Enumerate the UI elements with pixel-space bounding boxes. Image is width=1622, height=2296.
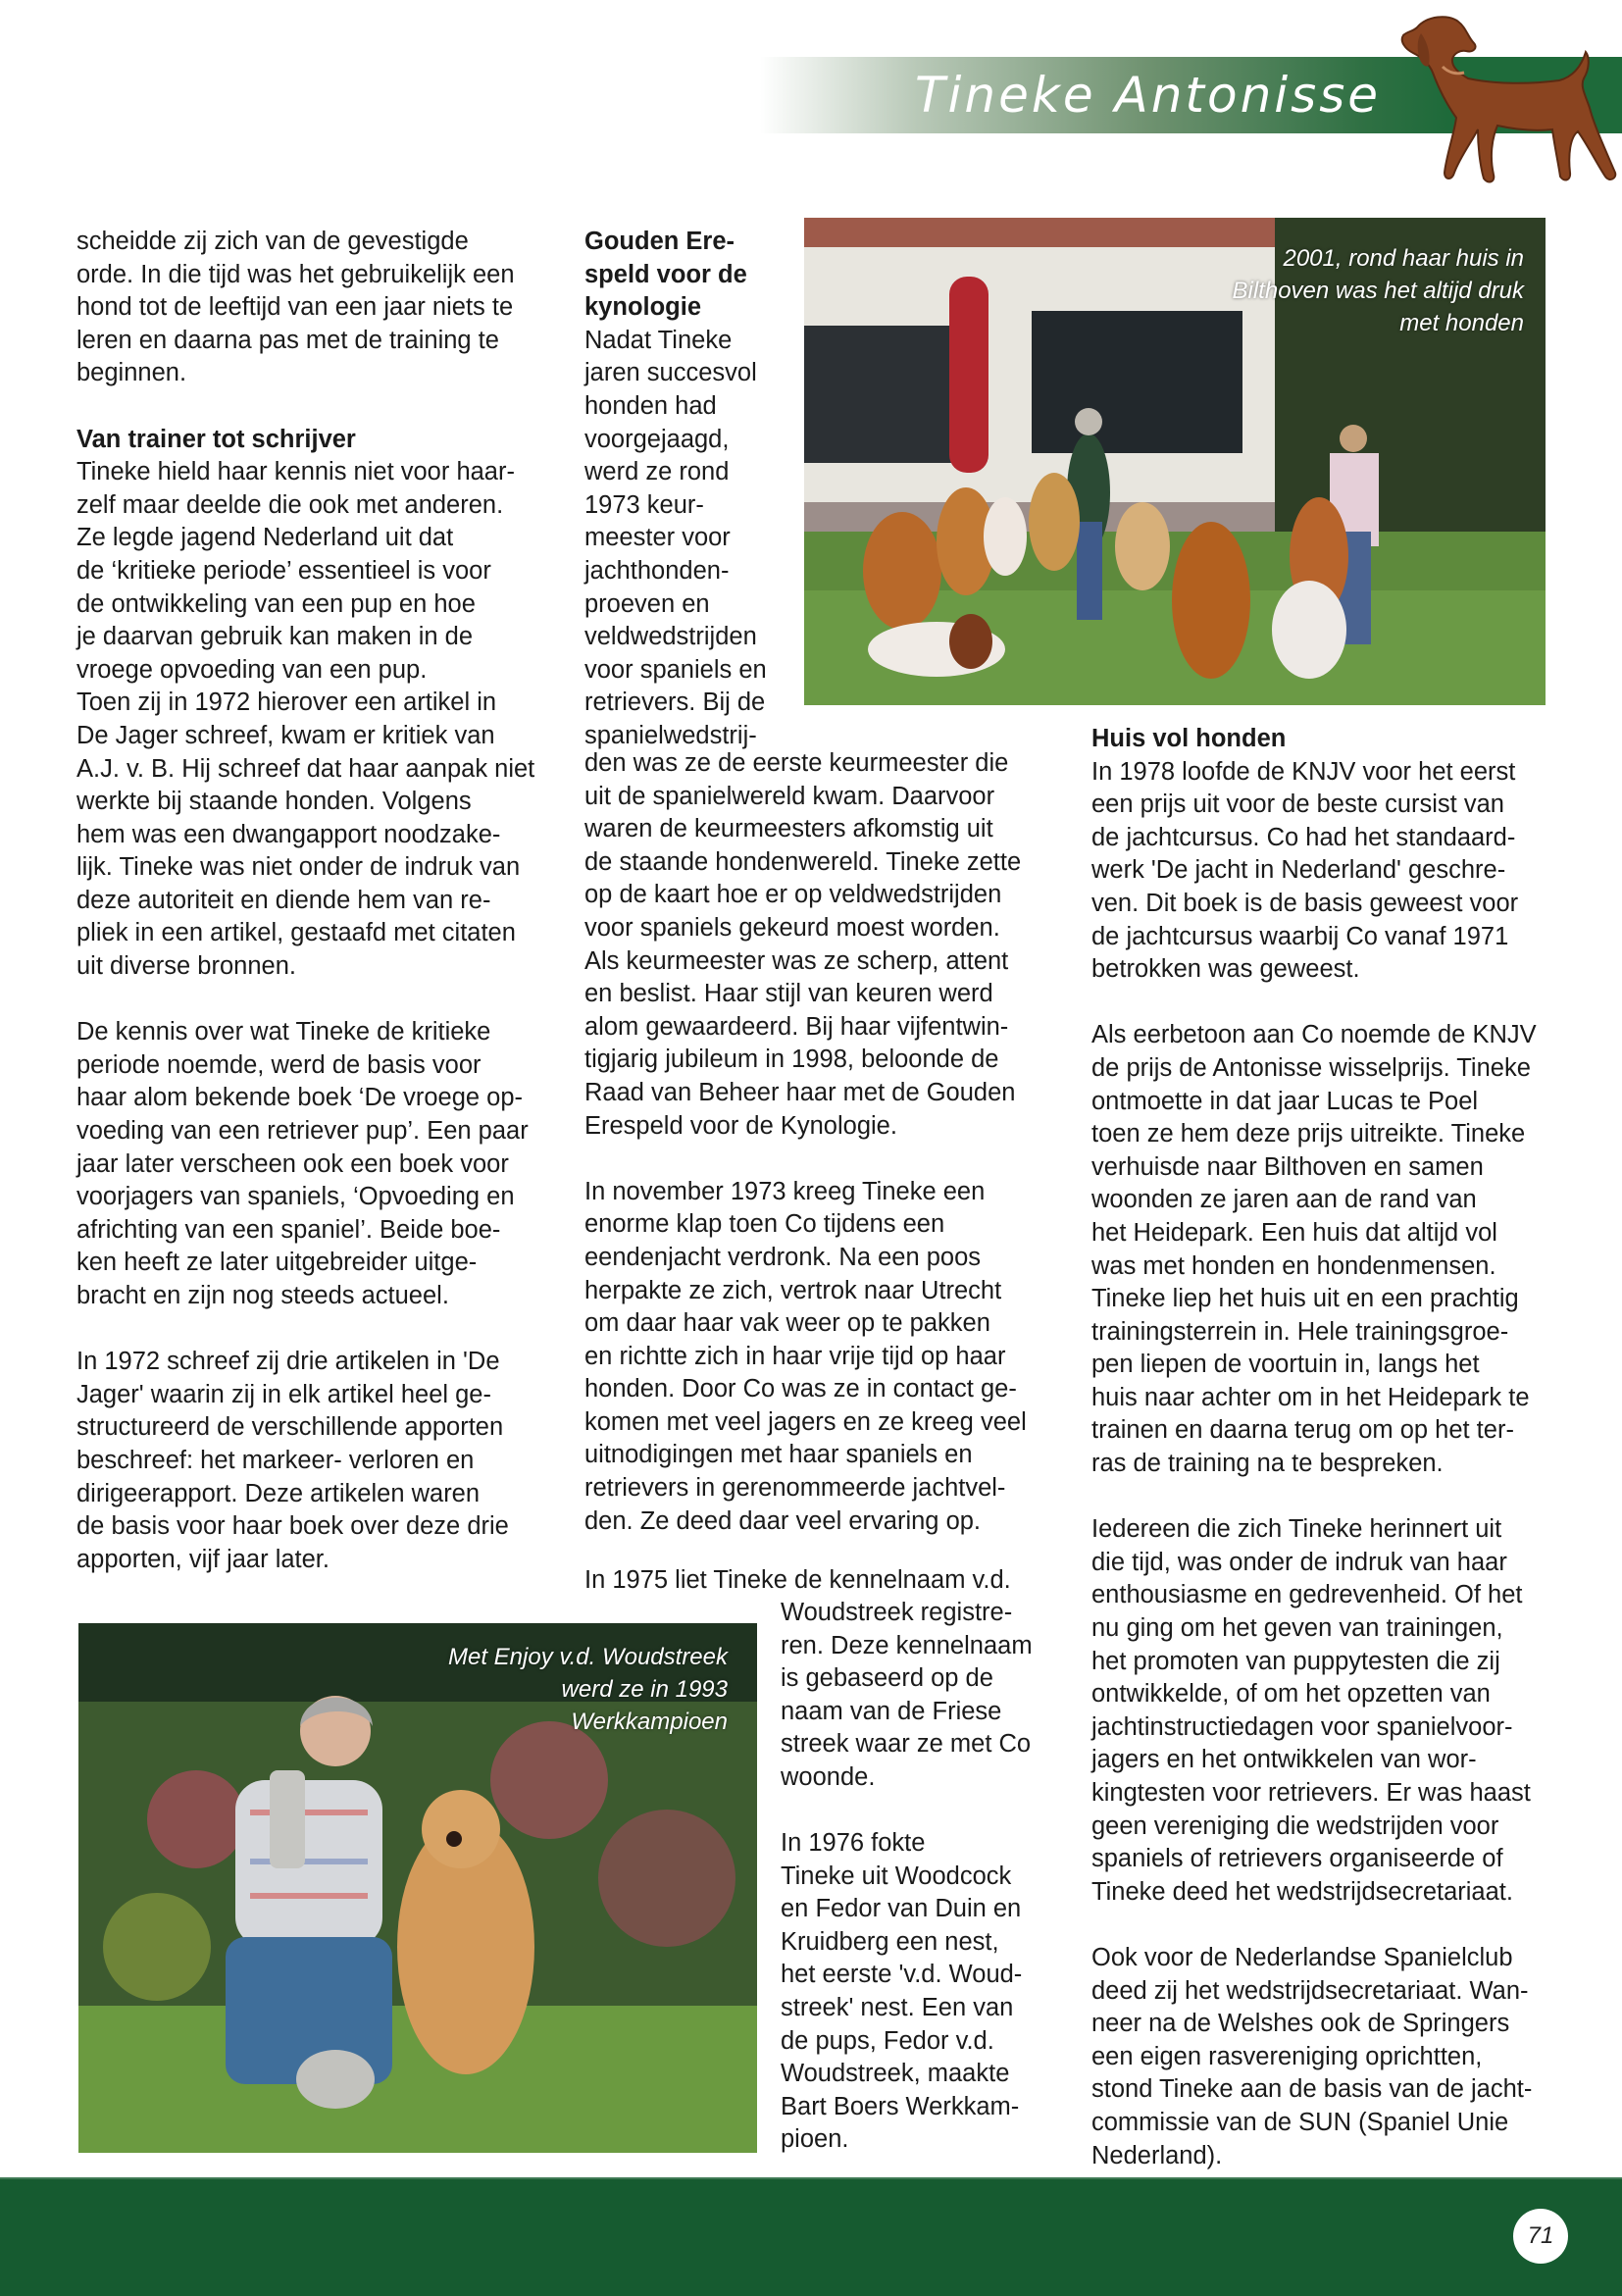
paragraph: Tineke hield haar kennis niet voor haar- zelf maar deelde die ook met anderen. Ze legde jagend Nederland uit dat de ‘kritieke periode’ essentieel is voor de ontwikkeling van een pup en hoe je daarvan gebruik kan maken in de vroege opvoeding van een pup. Toen zij in 1972 hierover een artikel in De Jager schreef, kwam er kritiek van A.J. v. B. Hij schreef dat haar aanpak niet werkte bij staande honden. Volgens hem was een dwangapport noodzake- lijk. Tineke was niet onder de indruk van deze autoriteit en diende hem van re- pliek in een artikel, gestaafd met citaten uit diverse bronnen. bbox=[76, 458, 535, 981]
section-heading-gouden-erespeld: Gouden Ere- speld voor de kynologie bbox=[584, 228, 747, 322]
column-2-wide bbox=[584, 747, 1055, 1538]
intro-paragraph: scheidde zij zich van de gevestigde orde. In die tijd was het gebruikelijk een hond tot de leeftijd van een jaar niets te leren en daarna pas met de training te beginnen. bbox=[76, 228, 515, 387]
pointer-dog-icon bbox=[1358, 8, 1622, 194]
page-title: Tineke Antonisse bbox=[915, 67, 1382, 124]
column-3 bbox=[1091, 723, 1562, 2172]
section-heading-van-trainer: Van trainer tot schrijver bbox=[76, 425, 356, 453]
paragraph: Nadat Tineke jaren succesvol honden had voorgejaagd, werd ze rond 1973 keur- meester voor jachthonden- proeven en veldwedstrijden voor spaniels en retrievers. Bij de spanielwedstrij- bbox=[584, 326, 767, 749]
paragraph: Woudstreek registre- ren. Deze kennelnaam is gebaseerd op de naam van de Friese streek waar ze met Co woonde. bbox=[781, 1599, 1033, 1791]
paragraph: Ook voor de Nederlandse Spanielclub deed zij het wedstrijdsecretariaat. Wan- neer na de Welshes ook de Springers een eigen rasvereniging oprichtten, stond Tineke aan de basis van de jacht- commissie van de SUN (Spaniel Unie Nederland). bbox=[1091, 1943, 1533, 2169]
column-1 bbox=[76, 226, 547, 1576]
footer-band bbox=[0, 2177, 1622, 2296]
column-2-wrap bbox=[781, 1597, 1045, 1795]
paragraph-first-line: In 1975 liet Tineke de kennelnaam v.d. bbox=[584, 1566, 1011, 1594]
paragraph: In 1978 loofde de KNJV voor het eerst een prijs uit voor de beste cursist van de jachtcursus. Co had het standaard- werk 'De jacht in Nederland' geschre- ven. Dit boek is de basis geweest voor de jachtcursus waarbij Co vanaf 1971 betrokken was geweest. bbox=[1091, 757, 1519, 984]
photo-caption: 2001, rond haar huis in Bilthoven was het altijd druk met honden bbox=[1232, 245, 1524, 336]
paragraph: In 1972 schreef zij drie artikelen in 'De Jager' waarin zij in elk artikel heel ge- structureerd de verschillende apporten beschreef: het markeer- verloren en dirigeerapport. Deze artikelen waren de basis voor haar boek over deze drie apporten, vijf jaar later. bbox=[76, 1348, 509, 1573]
paragraph: Als eerbetoon aan Co noemde de KNJV de prijs de Antonisse wisselprijs. Tineke ontmoette in dat jaar Lucas te Poel toen ze hem deze prijs uitreikte. Tineke verhuisde naar Bilthoven en samen woonden ze jaren aan de rand van het Heidepark. Een huis dat altijd vol was met honden en hondenmensen. Tineke liep het huis uit en een prachtig trainingsterrein in. Hele trainingsgroe- pen liepen de voortuin in, langs het huis naar achter om in het Heidepark te trainen en daarna terug om op het ter- ras de training na te bespreken. bbox=[1091, 1021, 1537, 1478]
photo-with-trophy-dog bbox=[78, 1623, 757, 2153]
paragraph: In 1976 fokte Tineke uit Woodcock en Fedor van Duin en Kruidberg een nest, het eerste 'v.d. Woud- streek' nest. Een van de pups, Fedor v.d. Woudstreek, maakte Bart Boers Werkkam- pioen. bbox=[781, 1829, 1023, 2154]
photo-caption: Met Enjoy v.d. Woudstreek werd ze in 1993 Werkkampioen bbox=[448, 1644, 728, 1735]
paragraph: den was ze de eerste keurmeester die uit de spanielwereld kwam. Daarvoor waren de keurmeesters afkomstig uit de staande hondenwereld. Tineke zette op de kaart hoe er op veldwedstrijden voor spaniels gekeurd moest worden. Als keurmeester was ze scherp, attent en beslist. Haar stijl van keuren werd alom gewaardeerd. Bij haar vijfentwin- tigjarig jubileum in 1998, beloonde de Raad van Beheer haar met de Gouden Erespeld voor de Kynologie. bbox=[584, 749, 1022, 1140]
column-2-wrap-2 bbox=[781, 1827, 1045, 2157]
section-heading-huis-vol-honden: Huis vol honden bbox=[1091, 725, 1287, 752]
column-2-narrow bbox=[584, 226, 805, 753]
paragraph: In november 1973 kreeg Tineke een enorme klap toen Co tijdens een eendenjacht verdronk. Na een poos herpakte ze zich, vertrok naar Utrecht om daar haar vak weer op te pakken en richtte zich in haar vrije tijd op haar honden. Door Co was ze in contact ge- komen met veel jagers en ze kreeg veel uitnodigingen met haar spaniels en retrievers in gerenommeerde jachtvel- den. Ze deed daar veel ervaring op. bbox=[584, 1177, 1027, 1535]
paragraph: De kennis over wat Tineke de kritieke periode noemde, werd de basis voor haar alom bekende boek ‘De vroege op- voeding van een retriever pup’. Een paar jaar later verscheen ook een boek voor voorjagers van spaniels, ‘Opvoeding en africhting van een spaniel’. Beide boe- ken heeft ze later uitgebreider uitge- bracht en zijn nog steeds actueel. bbox=[76, 1018, 529, 1309]
paragraph: Iedereen die zich Tineke herinnert uit die tijd, was onder de indruk van haar enthousiasme en gedrevenheid. Of het nu ging om het geven van trainingen, het promoten van puppytesten die zij ontwikkelde, of om het opzetten van jachtinstructiedagen voor spanielvoor- jagers en het ontwikkelen van wor- kingtesten voor retrievers. Er was haast geen vereniging die wedstrijden voor spaniels of retrievers organiseerde of Tineke deed het wedstrijdsecretariaat. bbox=[1091, 1515, 1531, 1906]
page-number: 71 bbox=[1513, 2209, 1568, 2264]
photo-house-with-dogs bbox=[804, 218, 1546, 705]
